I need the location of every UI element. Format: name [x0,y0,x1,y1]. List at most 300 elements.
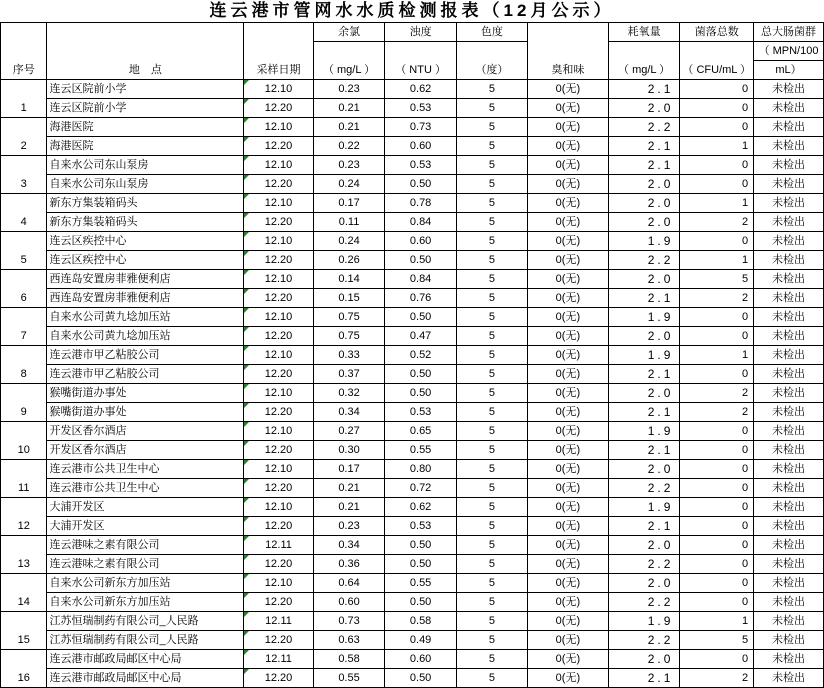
location-cell: 自来水公司新东方加压站 [47,574,244,593]
date-cell: 12.20 [244,137,313,156]
report-title: 连云港市管网水水质检测报表（12月公示） [209,1,615,20]
location-cell: 连云区院前小学 [47,80,244,99]
date-cell: 12.10 [244,346,313,365]
odor-cell: 0(无) [527,422,608,441]
oxygen-cell: 2.2 [608,251,680,270]
date-cell: 12.11 [244,650,313,669]
oxygen-cell: 2.1 [608,365,680,384]
header-coliform-unit-1: （ MPN/100 [754,42,824,61]
oxygen-cell: 2.1 [608,80,680,99]
header-location: 地 点 [47,23,244,80]
oxygen-cell: 2.0 [608,536,680,555]
location-cell: 自来水公司东山泵房 [47,175,244,194]
bacteria-cell: 0 [680,574,754,593]
oxygen-cell: 2.2 [608,555,680,574]
color-cell: 5 [456,327,527,346]
coliform-cell: 未检出 [754,346,824,365]
seq-cell: 7 [1,308,47,346]
table-row [1,384,824,403]
turbidity-cell: 0.76 [385,289,457,308]
coliform-cell: 未检出 [754,612,824,631]
chlorine-cell: 0.37 [313,365,385,384]
odor-cell: 0(无) [527,631,608,650]
coliform-cell: 未检出 [754,460,824,479]
odor-cell: 0(无) [527,156,608,175]
table-row [1,308,824,327]
location-cell: 新东方集装箱码头 [47,213,244,232]
chlorine-cell: 0.24 [313,232,385,251]
seq-cell: 12 [1,498,47,536]
color-cell: 5 [456,80,527,99]
oxygen-cell: 2.0 [608,327,680,346]
coliform-cell: 未检出 [754,517,824,536]
table-row [1,669,824,688]
bacteria-cell: 0 [680,593,754,612]
bacteria-cell: 0 [680,232,754,251]
odor-cell: 0(无) [527,175,608,194]
coliform-cell: 未检出 [754,213,824,232]
color-cell: 5 [456,384,527,403]
odor-cell: 0(无) [527,270,608,289]
header-coliform: 总大肠菌群 [754,23,824,42]
turbidity-cell: 0.60 [385,232,457,251]
seq-cell: 6 [1,270,47,308]
color-cell: 5 [456,403,527,422]
oxygen-cell: 2.0 [608,99,680,118]
table-row [1,289,824,308]
coliform-cell: 未检出 [754,536,824,555]
bacteria-cell: 0 [680,479,754,498]
color-cell: 5 [456,555,527,574]
color-cell: 5 [456,232,527,251]
turbidity-cell: 0.50 [385,593,457,612]
oxygen-cell: 2.2 [608,593,680,612]
turbidity-cell: 0.50 [385,308,457,327]
color-cell: 5 [456,422,527,441]
coliform-cell: 未检出 [754,156,824,175]
date-cell: 12.20 [244,479,313,498]
table-row [1,118,824,137]
chlorine-cell: 0.21 [313,99,385,118]
color-cell: 5 [456,631,527,650]
odor-cell: 0(无) [527,194,608,213]
seq-cell: 4 [1,194,47,232]
date-cell: 12.10 [244,422,313,441]
table-row [1,536,824,555]
bacteria-cell: 2 [680,289,754,308]
seq-cell: 15 [1,612,47,650]
date-cell: 12.20 [244,175,313,194]
chlorine-cell: 0.34 [313,403,385,422]
coliform-cell: 未检出 [754,99,824,118]
header-row [1,23,824,42]
turbidity-cell: 0.72 [385,479,457,498]
location-cell: 猴嘴街道办事处 [47,384,244,403]
seq-cell: 14 [1,574,47,612]
location-cell: 猴嘴街道办事处 [47,403,244,422]
odor-cell: 0(无) [527,327,608,346]
table-row [1,365,824,384]
bacteria-cell: 0 [680,80,754,99]
coliform-cell: 未检出 [754,251,824,270]
chlorine-cell: 0.24 [313,175,385,194]
location-cell: 江苏恒瑞制药有限公司_人民路 [47,612,244,631]
date-cell: 12.20 [244,669,313,688]
bacteria-cell: 2 [680,384,754,403]
table-row [1,213,824,232]
coliform-cell: 未检出 [754,175,824,194]
table-row [1,270,824,289]
bacteria-cell: 2 [680,213,754,232]
coliform-cell: 未检出 [754,555,824,574]
bacteria-cell: 5 [680,631,754,650]
color-cell: 5 [456,346,527,365]
date-cell: 12.20 [244,593,313,612]
oxygen-cell: 1.9 [608,612,680,631]
odor-cell: 0(无) [527,460,608,479]
odor-cell: 0(无) [527,213,608,232]
odor-cell: 0(无) [527,650,608,669]
odor-cell: 0(无) [527,612,608,631]
date-cell: 12.10 [244,80,313,99]
oxygen-cell: 2.0 [608,384,680,403]
date-cell: 12.10 [244,384,313,403]
header-bacteria-unit: （ CFU/mL ） [680,42,754,80]
chlorine-cell: 0.21 [313,118,385,137]
location-cell: 连云港味之素有限公司 [47,536,244,555]
turbidity-cell: 0.50 [385,555,457,574]
turbidity-cell: 0.60 [385,137,457,156]
bacteria-cell: 2 [680,403,754,422]
chlorine-cell: 0.60 [313,593,385,612]
bacteria-cell: 5 [680,270,754,289]
color-cell: 5 [456,517,527,536]
header-turbidity-unit: （ NTU ） [385,42,457,80]
date-cell: 12.10 [244,498,313,517]
bacteria-cell: 0 [680,555,754,574]
table-row [1,175,824,194]
bacteria-cell: 0 [680,650,754,669]
bacteria-cell: 2 [680,669,754,688]
table-row [1,460,824,479]
date-cell: 12.10 [244,118,313,137]
location-cell: 连云港味之素有限公司 [47,555,244,574]
date-cell: 12.20 [244,365,313,384]
table-row [1,479,824,498]
chlorine-cell: 0.36 [313,555,385,574]
date-cell: 12.10 [244,574,313,593]
odor-cell: 0(无) [527,251,608,270]
table-row [1,498,824,517]
location-cell: 连云港市甲乙粘胶公司 [47,346,244,365]
coliform-cell: 未检出 [754,669,824,688]
date-cell: 12.10 [244,232,313,251]
location-cell: 大浦开发区 [47,498,244,517]
table-row [1,137,824,156]
table-row [1,574,824,593]
odor-cell: 0(无) [527,498,608,517]
bacteria-cell: 0 [680,118,754,137]
bacteria-cell: 1 [680,137,754,156]
odor-cell: 0(无) [527,517,608,536]
color-cell: 5 [456,137,527,156]
color-cell: 5 [456,251,527,270]
oxygen-cell: 2.2 [608,118,680,137]
bacteria-cell: 1 [680,346,754,365]
water-quality-table [0,22,824,688]
bacteria-cell: 0 [680,99,754,118]
coliform-cell: 未检出 [754,232,824,251]
chlorine-cell: 0.22 [313,137,385,156]
color-cell: 5 [456,650,527,669]
bacteria-cell: 0 [680,517,754,536]
chlorine-cell: 0.58 [313,650,385,669]
color-cell: 5 [456,574,527,593]
location-cell: 大浦开发区 [47,517,244,536]
odor-cell: 0(无) [527,346,608,365]
header-bacteria: 菌落总数 [680,23,754,42]
odor-cell: 0(无) [527,137,608,156]
chlorine-cell: 0.17 [313,194,385,213]
date-cell: 12.11 [244,536,313,555]
color-cell: 5 [456,365,527,384]
coliform-cell: 未检出 [754,308,824,327]
date-cell: 12.20 [244,517,313,536]
coliform-cell: 未检出 [754,118,824,137]
bacteria-cell: 0 [680,422,754,441]
turbidity-cell: 0.50 [385,175,457,194]
color-cell: 5 [456,669,527,688]
location-cell: 自来水公司东山泵房 [47,156,244,175]
oxygen-cell: 2.2 [608,479,680,498]
bacteria-cell: 1 [680,612,754,631]
coliform-cell: 未检出 [754,137,824,156]
table-row [1,422,824,441]
location-cell: 自来水公司黄九埝加压站 [47,308,244,327]
seq-cell: 9 [1,384,47,422]
date-cell: 12.10 [244,156,313,175]
chlorine-cell: 0.21 [313,498,385,517]
bacteria-cell: 0 [680,536,754,555]
chlorine-cell: 0.21 [313,479,385,498]
chlorine-cell: 0.14 [313,270,385,289]
turbidity-cell: 0.55 [385,441,457,460]
oxygen-cell: 1.9 [608,422,680,441]
coliform-cell: 未检出 [754,498,824,517]
oxygen-cell: 2.0 [608,650,680,669]
turbidity-cell: 0.53 [385,99,457,118]
table-row [1,346,824,365]
chlorine-cell: 0.15 [313,289,385,308]
oxygen-cell: 2.2 [608,631,680,650]
table-row [1,593,824,612]
color-cell: 5 [456,270,527,289]
seq-cell: 13 [1,536,47,574]
oxygen-cell: 1.9 [608,232,680,251]
odor-cell: 0(无) [527,384,608,403]
odor-cell: 0(无) [527,403,608,422]
location-cell: 自来水公司新东方加压站 [47,593,244,612]
location-cell: 新东方集装箱码头 [47,194,244,213]
coliform-cell: 未检出 [754,593,824,612]
location-cell: 连云港市邮政局邮区中心局 [47,650,244,669]
bacteria-cell: 0 [680,365,754,384]
turbidity-cell: 0.49 [385,631,457,650]
turbidity-cell: 0.84 [385,213,457,232]
bacteria-cell: 0 [680,327,754,346]
color-cell: 5 [456,213,527,232]
table-row [1,517,824,536]
date-cell: 12.10 [244,460,313,479]
seq-cell: 5 [1,232,47,270]
seq-cell: 11 [1,460,47,498]
date-cell: 12.20 [244,251,313,270]
header-chlorine-unit: （ mg/L ） [313,42,385,80]
coliform-cell: 未检出 [754,365,824,384]
bacteria-cell: 1 [680,194,754,213]
location-cell: 开发区香尔酒店 [47,422,244,441]
coliform-cell: 未检出 [754,327,824,346]
turbidity-cell: 0.78 [385,194,457,213]
date-cell: 12.10 [244,194,313,213]
oxygen-cell: 2.1 [608,441,680,460]
bacteria-cell: 0 [680,308,754,327]
header-odor: 臭和味 [527,23,608,80]
color-cell: 5 [456,498,527,517]
chlorine-cell: 0.75 [313,308,385,327]
date-cell: 12.20 [244,441,313,460]
seq-cell: 3 [1,156,47,194]
chlorine-cell: 0.26 [313,251,385,270]
turbidity-cell: 0.84 [385,270,457,289]
color-cell: 5 [456,118,527,137]
table-row [1,194,824,213]
coliform-cell: 未检出 [754,479,824,498]
seq-cell: 1 [1,80,47,118]
turbidity-cell: 0.73 [385,118,457,137]
bacteria-cell: 0 [680,441,754,460]
turbidity-cell: 0.62 [385,80,457,99]
table-row [1,232,824,251]
oxygen-cell: 2.1 [608,669,680,688]
turbidity-cell: 0.50 [385,365,457,384]
oxygen-cell: 2.0 [608,175,680,194]
color-cell: 5 [456,289,527,308]
oxygen-cell: 2.0 [608,460,680,479]
location-cell: 海港医院 [47,137,244,156]
location-cell: 连云港市甲乙粘胶公司 [47,365,244,384]
color-cell: 5 [456,308,527,327]
table-row [1,555,824,574]
table-row [1,156,824,175]
header-chlorine: 余氯 [313,23,385,42]
odor-cell: 0(无) [527,669,608,688]
oxygen-cell: 2.0 [608,194,680,213]
table-row [1,441,824,460]
odor-cell: 0(无) [527,289,608,308]
location-cell: 开发区香尔酒店 [47,441,244,460]
oxygen-cell: 2.1 [608,137,680,156]
oxygen-cell: 1.9 [608,308,680,327]
location-cell: 海港医院 [47,118,244,137]
date-cell: 12.11 [244,612,313,631]
location-cell: 自来水公司黄九埝加压站 [47,327,244,346]
chlorine-cell: 0.55 [313,669,385,688]
date-cell: 12.20 [244,631,313,650]
header-coliform-unit-2: mL） [754,61,824,80]
color-cell: 5 [456,612,527,631]
location-cell: 连云港市公共卫生中心 [47,460,244,479]
table-row [1,327,824,346]
table-row [1,80,824,99]
seq-cell: 10 [1,422,47,460]
color-cell: 5 [456,479,527,498]
header-color: 色度 [456,23,527,42]
coliform-cell: 未检出 [754,403,824,422]
seq-cell: 8 [1,346,47,384]
oxygen-cell: 2.0 [608,270,680,289]
chlorine-cell: 0.17 [313,460,385,479]
odor-cell: 0(无) [527,536,608,555]
location-cell: 连云区疾控中心 [47,232,244,251]
coliform-cell: 未检出 [754,194,824,213]
location-cell: 连云区院前小学 [47,99,244,118]
odor-cell: 0(无) [527,479,608,498]
turbidity-cell: 0.60 [385,650,457,669]
header-seq: 序号 [1,23,47,80]
odor-cell: 0(无) [527,118,608,137]
table-row [1,612,824,631]
date-cell: 12.20 [244,289,313,308]
oxygen-cell: 2.1 [608,289,680,308]
odor-cell: 0(无) [527,574,608,593]
chlorine-cell: 0.73 [313,612,385,631]
header-oxygen: 耗氧量 [608,23,680,42]
date-cell: 12.10 [244,270,313,289]
bacteria-cell: 0 [680,175,754,194]
color-cell: 5 [456,460,527,479]
date-cell: 12.10 [244,308,313,327]
table-row [1,631,824,650]
coliform-cell: 未检出 [754,289,824,308]
turbidity-cell: 0.53 [385,517,457,536]
coliform-cell: 未检出 [754,422,824,441]
coliform-cell: 未检出 [754,441,824,460]
table-row [1,403,824,422]
odor-cell: 0(无) [527,593,608,612]
chlorine-cell: 0.23 [313,80,385,99]
header-oxygen-unit: （ mg/L ） [608,42,680,80]
date-cell: 12.20 [244,555,313,574]
seq-cell: 2 [1,118,47,156]
bacteria-cell: 0 [680,460,754,479]
header-turbidity: 浊度 [385,23,457,42]
odor-cell: 0(无) [527,80,608,99]
turbidity-cell: 0.50 [385,536,457,555]
table-row [1,251,824,270]
chlorine-cell: 0.27 [313,422,385,441]
header-color-unit: （度） [456,42,527,80]
chlorine-cell: 0.34 [313,536,385,555]
location-cell: 连云港市公共卫生中心 [47,479,244,498]
bacteria-cell: 0 [680,498,754,517]
date-cell: 12.20 [244,403,313,422]
oxygen-cell: 2.1 [608,403,680,422]
turbidity-cell: 0.52 [385,346,457,365]
seq-cell: 16 [1,650,47,688]
bacteria-cell: 1 [680,251,754,270]
location-cell: 连云区疾控中心 [47,251,244,270]
